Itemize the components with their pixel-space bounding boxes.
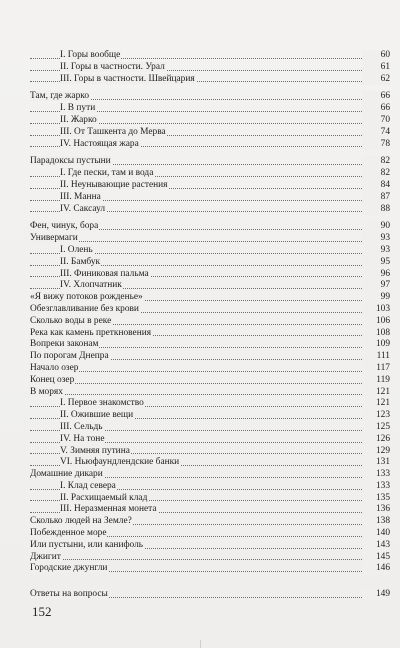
toc-entry-page: 82 [362,156,390,168]
toc-entry-title: Или пустыни, или канифоль [30,539,144,550]
toc-entry [30,245,390,257]
toc-entry-title: II. Бамбук [60,256,101,267]
toc-entry-page: 74 [362,127,390,139]
toc-entry-title: III. Манна [60,191,101,202]
toc-entry-title: III. Финиковая пальма [60,268,149,279]
toc-entry-page: 82 [362,168,390,180]
toc-entry [30,50,390,62]
toc-entry-title: IV. Хлопчатник [60,280,122,291]
toc-entry-title: I. В пути [60,103,96,114]
toc-entry-page: 133 [362,469,390,481]
toc-entry-title: Сколько воды в реке [30,315,112,326]
toc-entry-title: I. Олень [60,244,93,255]
toc-entry-page: 88 [362,204,390,216]
toc-entry-page: 136 [362,504,390,516]
toc-entry-page: 70 [362,115,390,127]
page-edge-mark [200,640,201,648]
toc-entry-page: 103 [362,304,390,316]
toc-entry-title: Конец озер [30,374,75,385]
toc-entry [30,493,390,505]
toc-entry [30,168,390,180]
toc-entry-page: 123 [362,410,390,422]
toc-entry [30,233,390,245]
toc-entry-page: 109 [362,339,390,351]
toc-entry-page: 60 [362,50,390,62]
toc-entry-title: Фен, чинук, бора [30,221,99,232]
toc-entry [30,422,390,434]
toc-entry-page: 145 [362,552,390,564]
toc-entry [30,339,390,351]
toc-entry [30,316,390,328]
leader-dots [30,394,362,395]
toc-entry-page: 95 [362,257,390,269]
toc-entry-title: II. Жарко [60,114,97,125]
toc-entry [30,351,390,363]
toc-entry-page: 125 [362,422,390,434]
leader-dots [30,559,362,560]
toc-entry-title: II. Горы в частности. Урал [60,61,165,72]
toc-entry [30,398,390,410]
toc-entry-title: Начало озер [30,362,79,373]
toc-entry-title: II. Расхищаемый клад [60,492,148,503]
toc-entry-title: «Я вижу потоков рожденье» [30,292,143,303]
toc-entry-title: III. Неразменная монета [60,504,157,515]
toc-entry-page: 93 [362,233,390,245]
toc-entry [30,375,390,387]
toc-entry-page: 111 [362,351,390,363]
toc-entry-title: II. Неунывающие растения [60,179,168,190]
toc-entry-title: IV. Настоящая жара [60,138,139,149]
toc-entry-page: 129 [362,446,390,458]
toc-entry-title: I. Первое знакомство [60,398,144,409]
toc-entry [30,457,390,469]
toc-entry [30,304,390,316]
toc-entry [30,292,390,304]
toc-entry-title: VI. Ньюфаундлендские банки [60,457,180,468]
toc-entry-page: 140 [362,528,390,540]
toc-entry-page: 126 [362,434,390,446]
toc-entry [30,563,390,575]
toc-entry-page: 117 [362,363,390,375]
toc-entry-page: 97 [362,280,390,292]
toc-entry [30,180,390,192]
toc-entry [30,410,390,422]
toc-entry-title: Парадоксы пустыни [30,156,111,167]
toc-entry [30,469,390,481]
toc-entry-title: Домашние дикари [30,469,103,480]
toc-entry-page: 119 [362,375,390,387]
toc-entry-title: I. Клад севера [60,480,116,491]
toc-entry [30,115,390,127]
toc-entry [30,528,390,540]
toc-entry-page: 146 [362,563,390,575]
toc-entry [30,387,390,399]
toc-entry [30,156,390,168]
toc-entry [30,269,390,281]
toc-entry [30,363,390,375]
toc-entry-title: II. Ожившие вещи [60,410,134,421]
toc-entry-title: Там, где жарко [30,91,90,102]
toc-entry [30,540,390,552]
toc-entry-page: 90 [362,221,390,233]
toc-entry-page: 62 [362,74,390,86]
toc-entry-title: IV. На тоне [60,433,105,444]
toc-entry [30,74,390,86]
toc-entry-page: 106 [362,316,390,328]
toc-entry-title: Универмаги [30,233,78,244]
toc-entry [30,516,390,528]
toc-entry-title: III. Сельдь [60,421,103,432]
toc-entry [30,103,390,115]
toc-entry-title: V. Зимняя путина [60,445,130,456]
toc-entry-title: В морях [30,386,63,397]
toc-entry-page: 133 [362,481,390,493]
toc-entry [30,139,390,151]
page-number: 152 [32,604,52,619]
toc-entry [30,481,390,493]
toc-entry [30,552,390,564]
toc-entry-page: 135 [362,493,390,505]
toc-entry-title: Ответы на вопросы [30,589,108,600]
toc-entry-page: 121 [362,398,390,410]
leader-dots [30,371,362,372]
toc-entry [30,434,390,446]
toc-entry [30,504,390,516]
toc-entry-page: 66 [362,103,390,115]
toc-entry-title: Побежденное море [30,528,107,539]
toc-entry-page: 87 [362,192,390,204]
toc-entry-page: 121 [362,387,390,399]
toc-entry-title: Сколько людей на Земле? [30,516,132,527]
toc-entry-page: 108 [362,328,390,340]
toc-entry-page: 143 [362,540,390,552]
toc-entry [30,446,390,458]
leader-dots [30,383,362,384]
toc-entry [30,192,390,204]
table-of-contents [30,50,390,601]
toc-entry-page: 96 [362,269,390,281]
toc-entry-title: I. Горы вообще [60,50,121,60]
toc-entry-page: 93 [362,245,390,257]
toc-entry [30,280,390,292]
toc-entry-page: 61 [362,62,390,74]
toc-entry-page: 84 [362,180,390,192]
toc-entry [30,62,390,74]
toc-entry [30,91,390,103]
toc-entry-page: 78 [362,139,390,151]
toc-entry-title: Река как камень преткновения [30,327,152,338]
toc-entry-title: Вопреки законам [30,339,99,350]
toc-entry-title: I. Где пески, там и вода [60,168,154,179]
toc-entry [30,204,390,216]
toc-entry-answers [30,589,390,601]
toc-entry [30,328,390,340]
toc-entry-title: IV. Саксаул [60,203,106,214]
toc-entry-title: III. От Ташкента до Мерва [60,126,166,137]
toc-entry-page: 149 [362,589,390,601]
leader-dots [30,241,362,242]
toc-entry-title: Обезглавливание без крови [30,303,139,314]
toc-entry-page: 131 [362,457,390,469]
toc-entry-title: Городские джунгли [30,563,108,574]
toc-entry [30,221,390,233]
toc-entry-page: 138 [362,516,390,528]
toc-entry-title: По порогам Днепра [30,351,109,362]
toc-entry [30,257,390,269]
toc-entry-title: Джигит [30,551,61,562]
toc-entry [30,127,390,139]
toc-entry-title: III. Горы в частности. Швейцария [60,73,195,84]
toc-entry-page: 99 [362,292,390,304]
toc-entry-page: 66 [362,91,390,103]
